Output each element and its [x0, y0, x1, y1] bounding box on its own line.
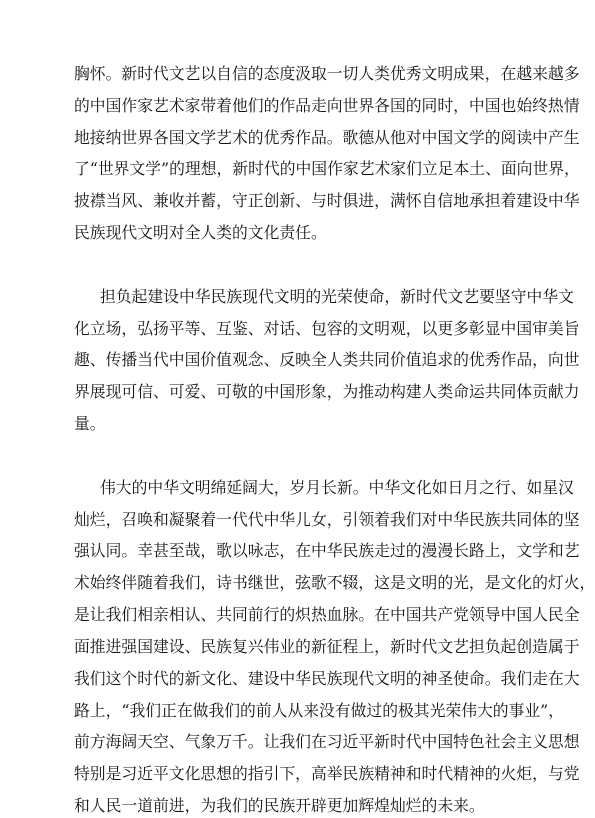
paragraph-3-line-5: 是让我们相亲相认、共同前行的炽热血脉。在中国共产党领导中国人民全 — [74, 605, 580, 624]
paragraph-3-line-9: 前方海阔天空、气象万千。让我们在习近平新时代中国特色社会主义思想 — [74, 732, 580, 751]
paragraph-1-line-4: 了“世界文学”的理想，新时代的中国作家艺术家们立足本土、面向世界， — [74, 159, 580, 178]
paragraph-3-line-4: 术始终伴随着我们，诗书继世，弦歌不辍，这是文明的光，是文化的灯火， — [74, 573, 595, 592]
paragraph-3-line-1: 伟大的中华文明绵延阔大，岁月长新。中华文化如日月之行、如星汉 — [100, 478, 574, 497]
paragraph-2-line-3: 趣、传播当代中国价值观念、反映全人类共同价值追求的优秀作品，向世 — [74, 350, 580, 369]
paragraph-3-line-6: 面推进强国建设、民族复兴伟业的新征程上，新时代文艺担负起创造属于 — [74, 637, 580, 656]
paragraph-2-line-4: 界展现可信、可爱、可敬的中国形象，为推动构建人类命运共同体贡献力 — [74, 382, 580, 401]
paragraph-2-line-5: 量。 — [74, 414, 106, 433]
paragraph-3-line-3: 强认同。幸甚至哉，歌以咏志，在中华民族走过的漫漫长路上，文学和艺 — [74, 541, 580, 560]
paragraph-1-line-5: 披襟当风、兼收并蓄，守正创新、与时俱进，满怀自信地承担着建设中华 — [74, 191, 580, 210]
paragraph-3-line-10: 特别是习近平文化思想的指引下，高举民族精神和时代精神的火炬，与党 — [74, 764, 580, 783]
paragraph-1-line-2: 的中国作家艺术家带着他们的作品走向世界各国的同时，中国也始终热情 — [74, 96, 580, 115]
paragraph-3-line-8: 路上，“我们正在做我们的前人从来没有做过的极其光荣伟大的事业”， — [74, 701, 565, 720]
paragraph-2-line-2: 化立场，弘扬平等、互鉴、对话、包容的文明观，以更多彰显中国审美旨 — [74, 319, 580, 338]
paragraph-3-line-7: 我们这个时代的新文化、建设中华民族现代文明的神圣使命。我们走在大 — [74, 669, 580, 688]
paragraph-1-line-6: 民族现代文明对全人类的文化责任。 — [74, 223, 327, 242]
paragraph-3-line-11: 和人民一道前进，为我们的民族开辟更加辉煌灿烂的未来。 — [74, 796, 485, 815]
paragraph-1-line-3: 地接纳世界各国文学艺术的优秀作品。歌德从他对中国文学的阅读中产生 — [74, 128, 580, 147]
paragraph-1-line-1: 胸怀。新时代文艺以自信的态度汲取一切人类优秀文明成果，在越来越多 — [74, 64, 580, 83]
paragraph-3-line-2: 灿烂，召唤和凝聚着一代代中华儿女，引领着我们对中华民族共同体的坚 — [74, 510, 580, 529]
paragraph-2-line-1: 担负起建设中华民族现代文明的光荣使命，新时代文艺要坚守中华文 — [100, 287, 574, 306]
